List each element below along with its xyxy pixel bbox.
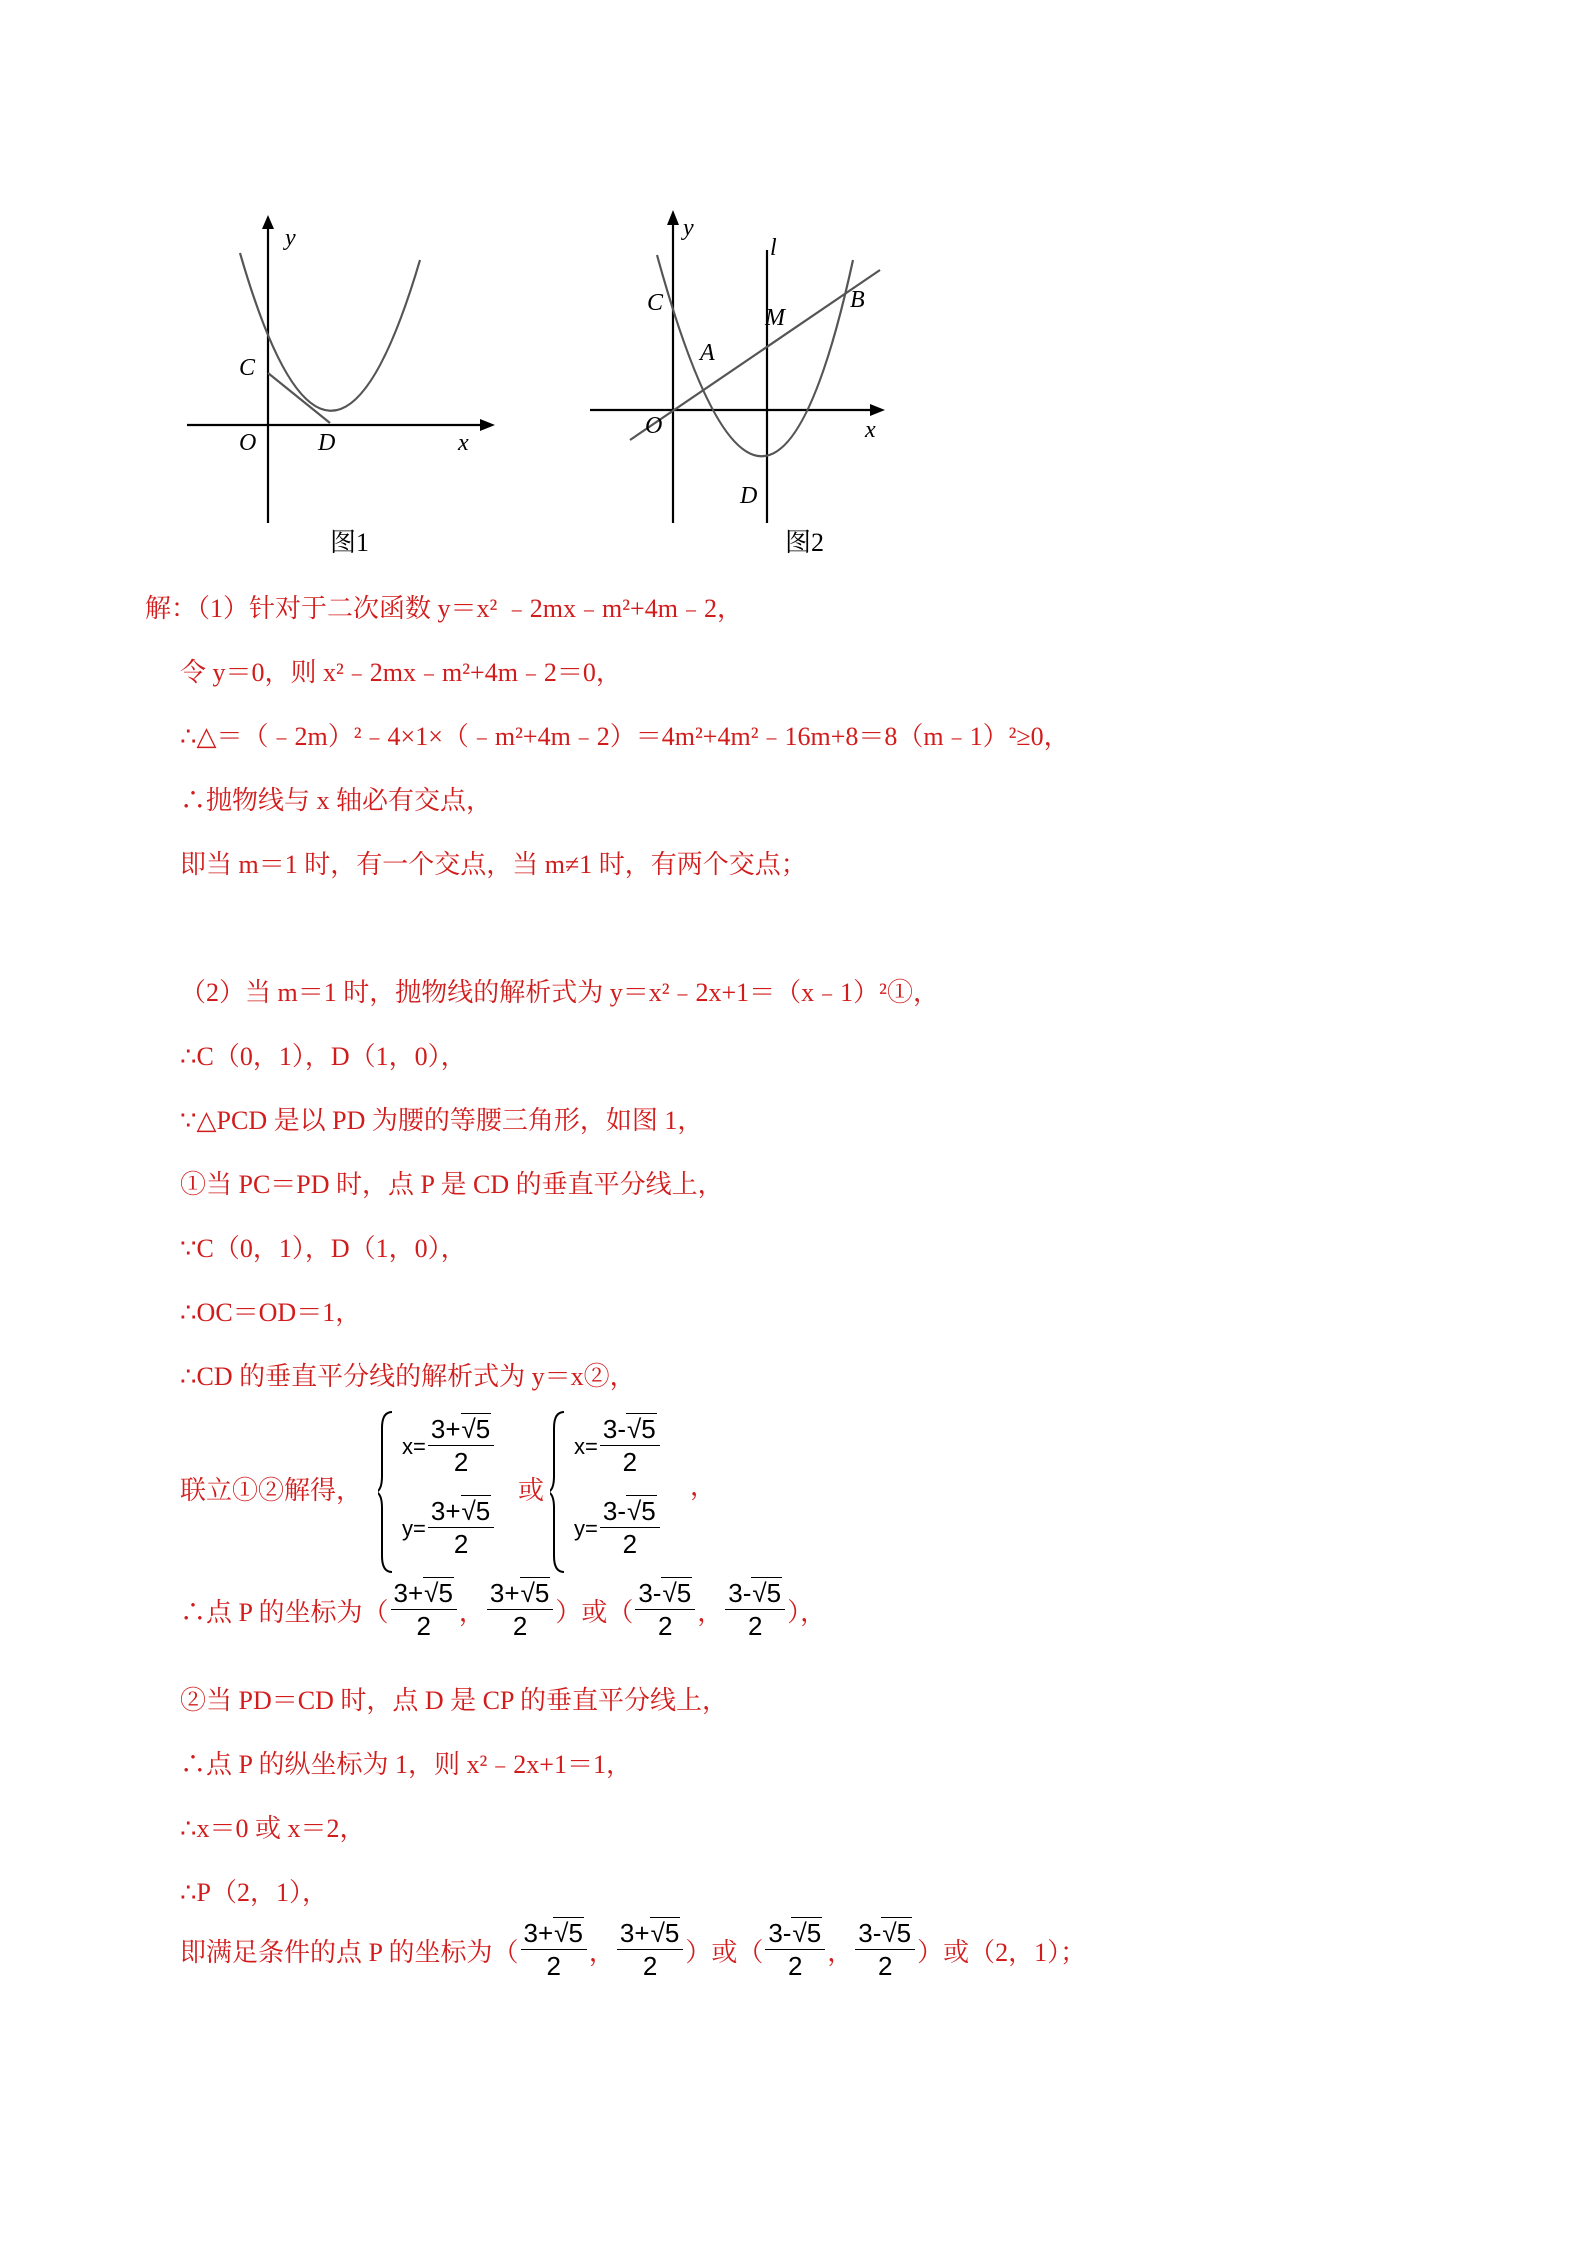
equation-system-1 [378, 1410, 518, 1575]
system-comma: ， [690, 1472, 717, 1501]
equation-system-2 [550, 1410, 690, 1575]
system-1-row-y: y= $\frac{3+√5}{2}$ [400, 1498, 496, 1559]
label-d: D [740, 483, 758, 509]
x-axis-arrow-icon [480, 419, 495, 431]
solution-line-3: ∴△＝（﹣2m）²﹣4×1×（﹣m²+4m﹣2）＝4m²+4m²﹣16m+8＝8（m﹣1）²≥0， [180, 722, 1070, 751]
solution-line-19: 即满足条件的点 P 的坐标为（ $\frac{3+√5}{2}$ ， $\frac{3+√5}{2}$ ）或（ $\frac{3-√5}{2}$ ， $\frac{3-√5}{2}$ ）或（2，1）； [180, 1918, 1087, 1982]
solution-line-5: 即当 m＝1 时，有一个交点，当 m≠1 时，有两个交点； [180, 850, 807, 879]
segment-cd [268, 373, 330, 423]
label-m: M [765, 305, 785, 331]
label-c: C [647, 290, 664, 316]
solution-line-7: ∴C（0，1），D（1，0）， [180, 1042, 467, 1071]
label-y: y [285, 225, 296, 251]
solution-line-6: （2）当 m＝1 时，抛物线的解析式为 y＝x²﹣2x+1＝（x﹣1）²①， [180, 978, 939, 1007]
fraction: $\frac{3+√5}{2}$ [428, 1416, 494, 1477]
solution-line-9: ①当 PC＝PD 时，点 P 是 CD 的垂直平分线上， [180, 1170, 724, 1199]
label-c: C [239, 355, 256, 381]
label-x: x [865, 417, 876, 443]
fraction: $\frac{3+√5}{2}$ [521, 1920, 587, 1981]
solution-line-14: ∴点 P 的坐标为（ $\frac{3+√5}{2}$ ， $\frac{3+√5}{2}$ ）或（ $\frac{3-√5}{2}$ ， $\frac{3-√5}{2}$ ）， [180, 1578, 827, 1642]
y-axis-arrow-icon [262, 215, 274, 229]
x-axis-arrow-icon [870, 404, 885, 416]
figure-1-caption: 图1 [330, 528, 370, 557]
line-ob [630, 270, 880, 440]
fraction: $\frac{3-√5}{2}$ [600, 1416, 660, 1477]
label-l: l [770, 235, 777, 261]
solution-line-10: ∵C（0，1），D（1，0）， [180, 1234, 467, 1263]
fraction: $\frac{3-√5}{2}$ [725, 1580, 785, 1641]
label-x: x [458, 430, 469, 456]
solution-line-17: ∴x＝0 或 x＝2， [180, 1814, 366, 1843]
system-2-row-y: y= $\frac{3-√5}{2}$ [572, 1498, 662, 1559]
fraction: $\frac{3+√5}{2}$ [617, 1920, 683, 1981]
solution-line-15: ②当 PD＝CD 时，点 D 是 CP 的垂直平分线上， [180, 1686, 728, 1715]
label-o: O [645, 413, 663, 439]
figure-1 [175, 215, 505, 535]
brace-icon [378, 1410, 394, 1575]
fraction: $\frac{3-√5}{2}$ [765, 1920, 825, 1981]
part1-prefix: 解：（1）针对于二次函数 [145, 594, 438, 623]
solution-line-2: 令 y＝0，则 x²﹣2mx﹣m²+4m﹣2＝0， [180, 658, 622, 687]
label-y: y [683, 215, 694, 241]
fraction: $\frac{3+√5}{2}$ [428, 1498, 494, 1559]
system-1-row-x: x= $\frac{3+√5}{2}$ [400, 1416, 496, 1477]
y-axis-arrow-icon [667, 210, 679, 225]
solution-line-4: ∴抛物线与 x 轴必有交点， [180, 786, 493, 815]
brace-icon [550, 1410, 566, 1575]
fraction: $\frac{3+√5}{2}$ [487, 1580, 553, 1641]
solution-line-18: ∴P（2，1）， [180, 1878, 329, 1907]
solution-line-13-prefix: 联立①②解得， [180, 1476, 363, 1505]
fraction: $\frac{3-√5}{2}$ [600, 1498, 660, 1559]
or-text: 或 [518, 1476, 545, 1505]
part1-equation: y＝x² ﹣2mx﹣m²+4m﹣2， [437, 594, 743, 623]
fraction: $\frac{3-√5}{2}$ [855, 1920, 915, 1981]
fraction: $\frac{3-√5}{2}$ [635, 1580, 695, 1641]
label-b: B [850, 287, 865, 313]
fraction: $\frac{3+√5}{2}$ [391, 1580, 457, 1641]
solution-line-11: ∴OC＝OD＝1， [180, 1298, 362, 1327]
label-a: A [700, 340, 715, 366]
solution-line-16: ∴点 P 的纵坐标为 1，则 x²﹣2x+1＝1， [180, 1750, 632, 1779]
figure-2 [585, 205, 895, 535]
label-o: O [239, 430, 257, 456]
solution-line-12: ∴CD 的垂直平分线的解析式为 y＝x②， [180, 1362, 636, 1391]
system-2-row-x: x= $\frac{3-√5}{2}$ [572, 1416, 662, 1477]
figure-2-caption: 图2 [785, 528, 825, 557]
solution-line-1 [145, 588, 743, 625]
solution-line-8: ∵△PCD 是以 PD 为腰的等腰三角形，如图 1， [180, 1106, 704, 1135]
label-d: D [318, 430, 336, 456]
